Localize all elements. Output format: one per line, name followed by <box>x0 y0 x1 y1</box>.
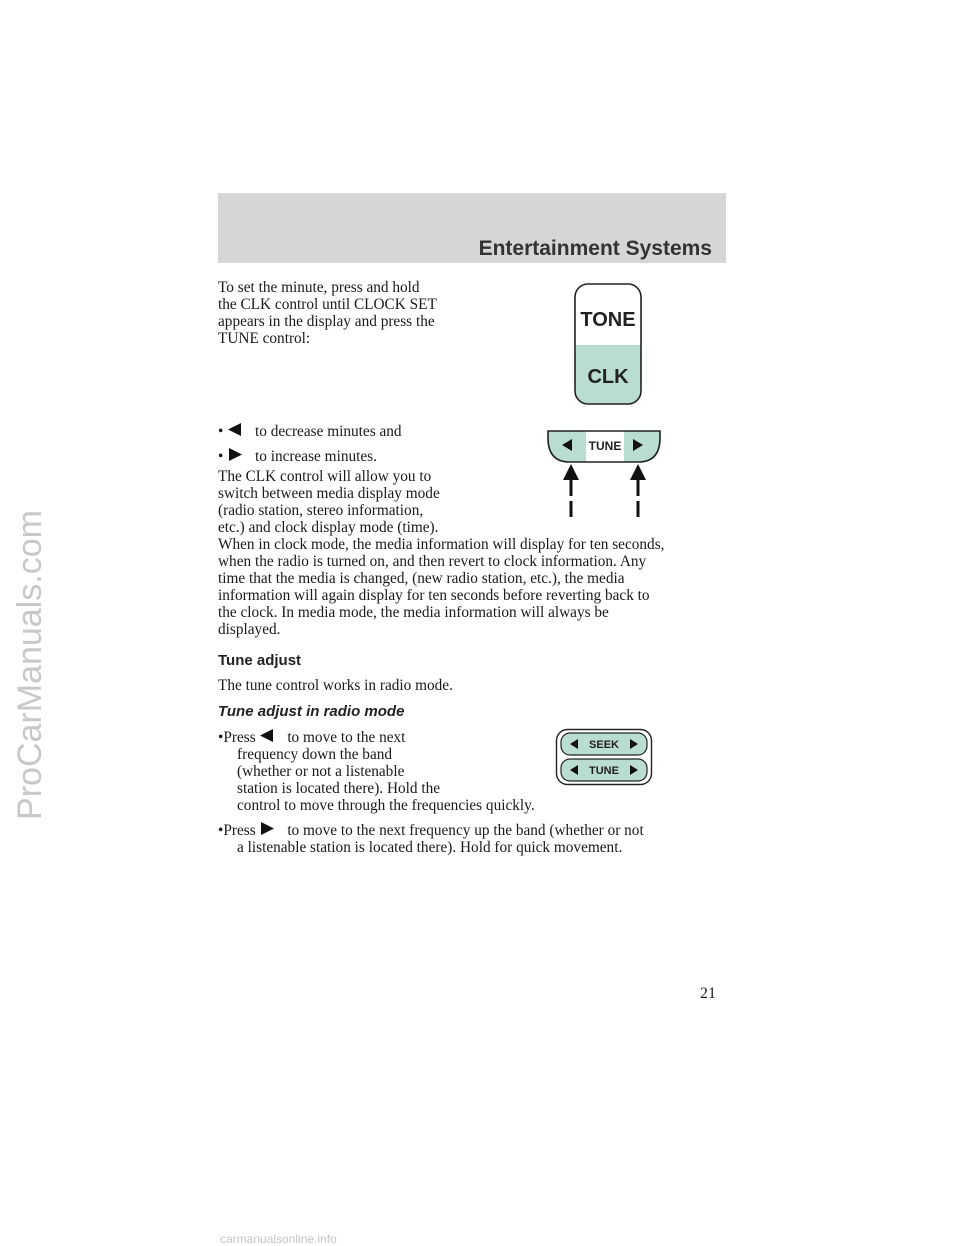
clk-line: the clock. In media mode, the media information will always be <box>218 604 609 621</box>
right-triangle-icon <box>259 821 275 836</box>
bullet-text: control to move through the frequencies quickly. <box>237 797 535 814</box>
press-word: Press <box>223 822 256 839</box>
tune-rocker-figure <box>546 428 664 520</box>
clk-line: etc.) and clock display mode (time). <box>218 519 439 536</box>
bullet-text: (whether or not a listenable <box>237 763 405 780</box>
left-triangle-icon <box>227 422 243 437</box>
clk-line: (radio station, stereo information, <box>218 502 424 519</box>
clk-line: When in clock mode, the media information will display for ten seconds, <box>218 536 665 553</box>
bullet-text: a listenable station is located there). Hold for quick movement. <box>237 839 623 856</box>
intro-line: To set the minute, press and hold <box>218 279 420 296</box>
seek-tune-figure <box>555 728 653 786</box>
intro-line: the CLK control until CLOCK SET <box>218 296 437 313</box>
bullet-text: to decrease minutes and <box>255 423 402 440</box>
bullet-dot: • <box>218 822 224 839</box>
tone-clk-button-figure <box>573 282 643 406</box>
bullet-text: frequency down the band <box>237 746 393 763</box>
section-title: Entertainment Systems <box>478 237 712 260</box>
bullet-press-down <box>218 728 405 746</box>
bullet-dot: • <box>218 423 224 440</box>
seek-label: SEEK <box>589 739 619 751</box>
clk-label: CLK <box>587 366 629 388</box>
clk-line: when the radio is turned on, and then revert to clock information. Any <box>218 553 647 570</box>
clk-line: time that the media is changed, (new radio station, etc.), the media <box>218 570 625 587</box>
pointer-arrow-icon <box>563 464 579 480</box>
left-triangle-icon <box>259 728 275 743</box>
clk-line: information will again display for ten seconds before reverting back to <box>218 587 650 604</box>
tune-adjust-heading: Tune adjust <box>218 652 302 669</box>
bullet-decrease <box>218 422 402 440</box>
side-watermark: ProCarManuals.com <box>11 510 49 820</box>
tune-label-small: TUNE <box>589 765 619 777</box>
bullet-text: to increase minutes. <box>255 448 377 465</box>
bullet-text: to move to the next <box>287 729 406 746</box>
clk-line: switch between media display mode <box>218 485 440 502</box>
bullet-text: to move to the next frequency up the band (whether or not <box>287 822 644 839</box>
right-triangle-icon <box>227 447 243 462</box>
clk-line: displayed. <box>218 621 281 638</box>
bullet-press-up <box>218 821 644 839</box>
clk-line: The CLK control will allow you to <box>218 468 432 485</box>
tune-adjust-subheading: Tune adjust in radio mode <box>218 703 405 720</box>
tone-label: TONE <box>580 309 636 331</box>
footer-watermark: carmanualsonline.info <box>220 1232 337 1246</box>
bullet-increase <box>218 447 377 465</box>
section-header <box>218 193 726 263</box>
intro-line: TUNE control: <box>218 330 311 347</box>
tune-adjust-text: The tune control works in radio mode. <box>218 677 453 694</box>
bullet-dot: • <box>218 448 224 465</box>
tune-label: TUNE <box>588 439 622 453</box>
intro-line: appears in the display and press the <box>218 313 435 330</box>
bullet-text: station is located there). Hold the <box>237 780 441 797</box>
bullet-dot: • <box>218 729 224 746</box>
pointer-arrow-icon <box>630 464 646 480</box>
press-word: Press <box>223 729 256 746</box>
page-number: 21 <box>700 985 716 1002</box>
